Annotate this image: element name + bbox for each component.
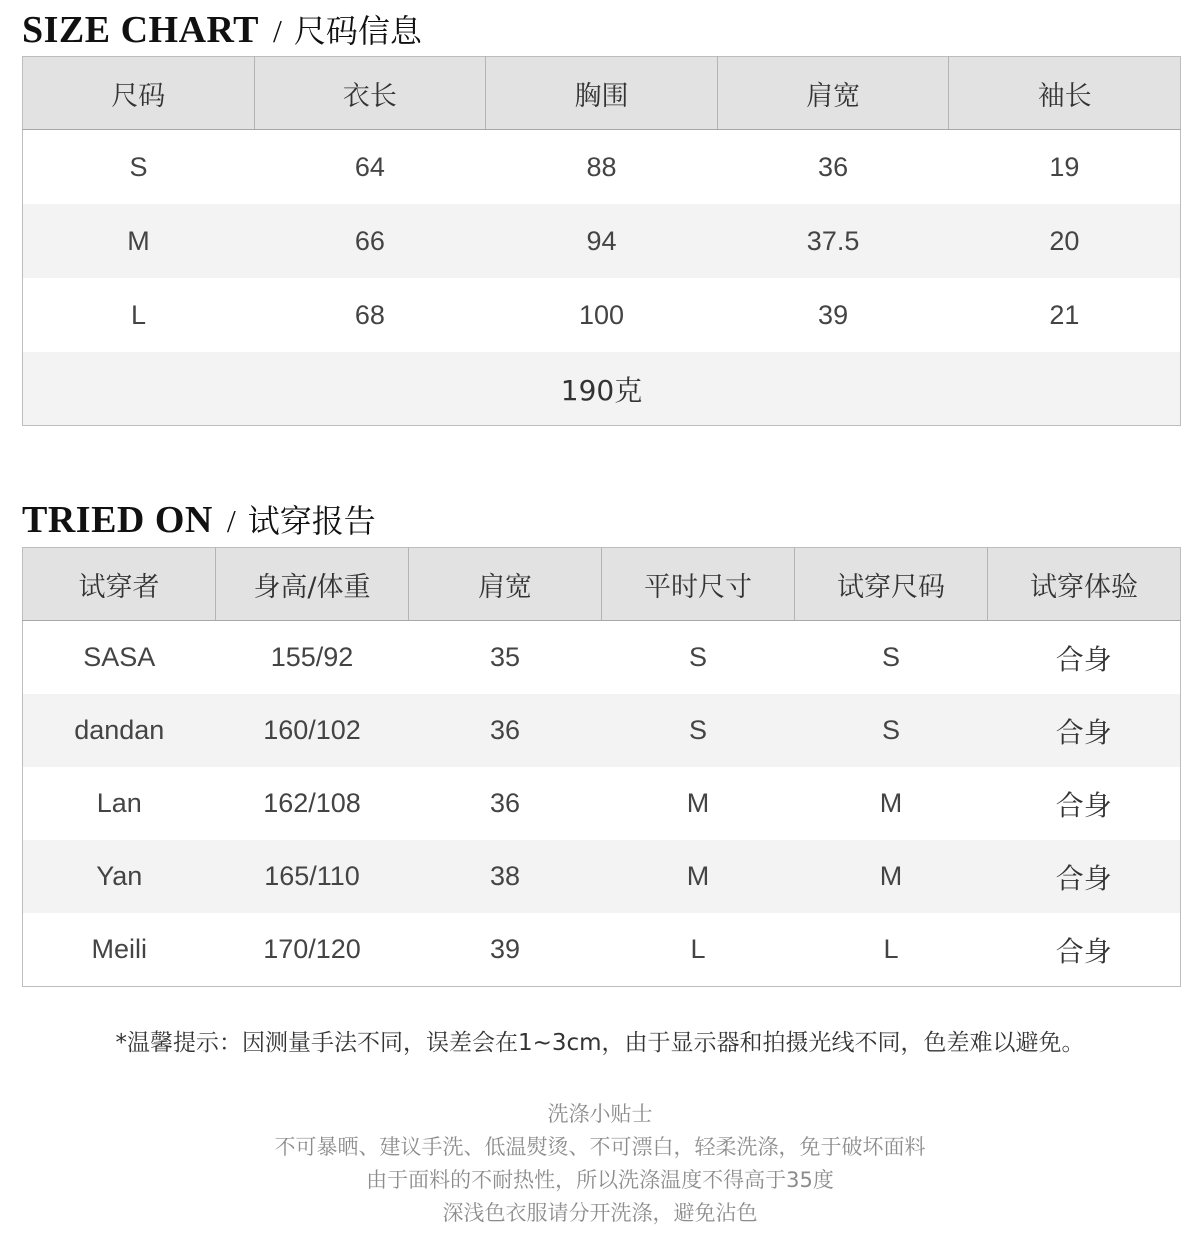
tryon-header-experience: 试穿体验 bbox=[988, 548, 1181, 621]
height-weight-cell: 162/108 bbox=[263, 788, 361, 818]
size-header-length: 衣长 bbox=[254, 57, 486, 130]
experience-cell: 合身 bbox=[1055, 934, 1112, 968]
tryon-header-tester: 试穿者 bbox=[23, 548, 216, 621]
length-cell: 64 bbox=[354, 151, 385, 182]
size-header-chest: 胸围 bbox=[486, 57, 718, 130]
chest-cell: 100 bbox=[578, 299, 625, 330]
chest-cell: 88 bbox=[586, 151, 617, 182]
table-row bbox=[23, 767, 1181, 840]
tryon-header-tried-size: 试穿尺码 bbox=[795, 548, 988, 621]
tried-size-cell: M bbox=[879, 788, 903, 818]
sleeve-cell: 20 bbox=[949, 204, 1181, 278]
height-weight-cell: 160/102 bbox=[216, 694, 409, 767]
experience-cell: 合身 bbox=[988, 694, 1181, 767]
tried-size-cell: S bbox=[881, 642, 900, 672]
size-chart-title-cn: 尺码信息 bbox=[293, 12, 422, 50]
shoulder-cell: 36 bbox=[409, 694, 602, 767]
usual-size-cell: S bbox=[688, 642, 707, 672]
tester-cell: Meili bbox=[91, 934, 147, 964]
size-cell: L bbox=[131, 299, 147, 330]
size-chart-title-separator: / bbox=[273, 13, 282, 49]
tester-cell: dandan bbox=[23, 694, 216, 767]
sleeve-cell: 21 bbox=[1049, 299, 1080, 330]
usual-size-cell: S bbox=[602, 694, 795, 767]
tried-size-cell: L bbox=[883, 934, 899, 964]
shoulder-cell: 35 bbox=[489, 642, 521, 672]
usual-size-cell: L bbox=[690, 934, 706, 964]
care-tip-line: 深浅色衣服请分开洗涤，避免沾色 bbox=[442, 1201, 758, 1225]
height-weight-cell: 155/92 bbox=[270, 642, 354, 672]
garment-weight: 190克 bbox=[23, 352, 1181, 426]
tried-size-cell: S bbox=[795, 694, 988, 767]
experience-cell: 合身 bbox=[1055, 642, 1112, 676]
size-chart-title bbox=[22, 6, 422, 52]
shoulder-cell: 39 bbox=[818, 299, 849, 330]
size-header-shoulder: 肩宽 bbox=[717, 57, 949, 130]
shoulder-cell: 38 bbox=[409, 840, 602, 913]
care-tips-title: 洗涤小贴士 bbox=[547, 1102, 653, 1126]
care-tip-line: 由于面料的不耐热性，所以洗涤温度不得高于35度 bbox=[366, 1168, 834, 1192]
table-row bbox=[23, 694, 1181, 767]
table-row bbox=[23, 621, 1181, 695]
tester-cell: SASA bbox=[83, 642, 156, 672]
length-cell: 68 bbox=[354, 299, 385, 330]
size-cell: S bbox=[129, 151, 148, 182]
size-header-size: 尺码 bbox=[23, 57, 255, 130]
tried-on-title bbox=[22, 496, 376, 542]
shoulder-cell: 36 bbox=[818, 151, 849, 182]
experience-cell: 合身 bbox=[1055, 788, 1112, 822]
tried-on-header-row bbox=[23, 548, 1181, 621]
tried-on-title-cn: 试穿报告 bbox=[247, 502, 376, 540]
tried-on-title-separator: / bbox=[226, 503, 236, 539]
tester-cell: Yan bbox=[23, 840, 216, 913]
table-row bbox=[23, 913, 1181, 987]
care-tip-line: 不可暴晒、建议手洗、低温熨烫、不可漂白，轻柔洗涤，免于破坏面料 bbox=[274, 1135, 926, 1159]
size-chart-header-row bbox=[23, 57, 1181, 130]
shoulder-cell: 37.5 bbox=[717, 204, 949, 278]
tester-cell: Lan bbox=[96, 788, 142, 818]
height-weight-cell: 170/120 bbox=[263, 934, 361, 964]
tried-size-cell: M bbox=[795, 840, 988, 913]
shoulder-cell: 39 bbox=[489, 934, 521, 964]
chest-cell: 94 bbox=[486, 204, 718, 278]
size-chart-title-en: SIZE CHART bbox=[22, 9, 260, 51]
usual-size-cell: M bbox=[686, 788, 710, 818]
height-weight-cell: 165/110 bbox=[216, 840, 409, 913]
table-row bbox=[23, 840, 1181, 913]
size-header-sleeve: 袖长 bbox=[949, 57, 1181, 130]
tryon-header-usual-size: 平时尺寸 bbox=[602, 548, 795, 621]
length-cell: 66 bbox=[254, 204, 486, 278]
table-row bbox=[23, 204, 1181, 278]
measurement-note: *温馨提示：因测量手法不同，误差会在1~3cm，由于显示器和拍摄光线不同，色差难以避免。 bbox=[115, 1030, 1085, 1056]
tryon-header-shoulder: 肩宽 bbox=[409, 548, 602, 621]
table-row bbox=[23, 278, 1181, 352]
size-cell: M bbox=[23, 204, 255, 278]
weight-row bbox=[23, 352, 1181, 426]
tried-on-table bbox=[22, 547, 1181, 987]
tryon-header-height-weight: 身高/体重 bbox=[216, 548, 409, 621]
usual-size-cell: M bbox=[602, 840, 795, 913]
sleeve-cell: 19 bbox=[1049, 151, 1080, 182]
experience-cell: 合身 bbox=[988, 840, 1181, 913]
size-chart-table bbox=[22, 56, 1181, 426]
shoulder-cell: 36 bbox=[489, 788, 521, 818]
table-row bbox=[23, 130, 1181, 205]
care-tips bbox=[0, 1098, 1200, 1230]
tried-on-title-en: TRIED ON bbox=[22, 499, 213, 541]
